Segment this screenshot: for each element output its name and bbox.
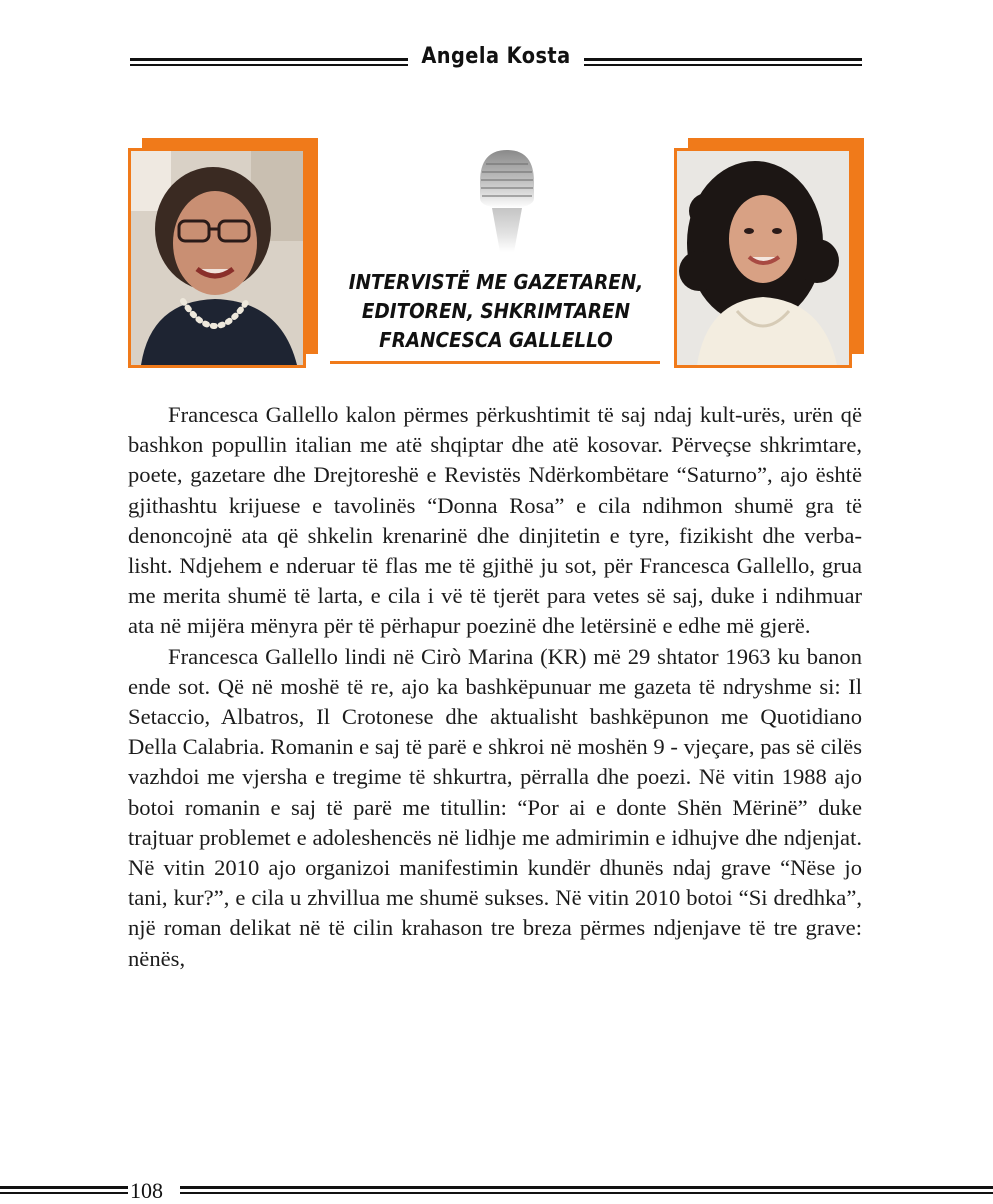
interviewee-portrait-image	[677, 151, 849, 365]
interviewee-photo-frame	[674, 138, 864, 368]
interviewer-photo	[128, 148, 306, 368]
paragraph-1: Francesca Gallello kalon përmes përkushtimit të saj ndaj kult-urës, urën që bashkon popullin italian me atë shqiptar dhe atë kosovar. Përveçse shkrimtare, poete, gazetare dhe Drejtoreshë e Revistës Ndërkombëtare “Saturno”, ajo është gjithashtu krijuese e tavolinës “Donna Rosa” e cila ndihmon shumë gra të denoncojnë ata që shkelin krenarinë dhe dinjitetin e tyre, fizikisht dhe verba-lisht. Ndjehem e nderuar të flas me të gjithë ju sot, për Francesca Gallello, grua me merita shumë të larta, e cila i vë të tjerët para vetes së saj, duke i ndihmuar ata në mijëra mënyra për të përhapur poezinë dhe letërsinë e edhe më gjerë.	[128, 402, 862, 639]
header-rule-right	[584, 58, 862, 68]
page-footer	[0, 1178, 993, 1203]
interview-title	[320, 268, 672, 355]
page-number: 108	[130, 1178, 163, 1203]
interviewer-portrait-image	[131, 151, 303, 365]
interviewer-photo-frame	[128, 138, 318, 368]
header-author-name: Angela Kosta	[421, 44, 571, 69]
interview-title-line-1: INTERVISTË ME GAZETAREN,	[348, 270, 644, 294]
microphone-icon	[462, 142, 552, 252]
interview-title-underline	[330, 361, 660, 364]
article-body	[128, 400, 862, 974]
page-header	[130, 44, 862, 76]
footer-rule-left	[0, 1186, 128, 1196]
interview-title-line-3: FRANCESCA GALLELLO	[379, 328, 613, 352]
footer-rule-right	[180, 1186, 993, 1196]
interviewee-photo	[674, 148, 852, 368]
interview-title-line-2: EDITOREN, SHKRIMTAREN	[361, 299, 631, 323]
paragraph-2: Francesca Gallello lindi në Cirò Marina (KR) më 29 shtator 1963 ku banon ende sot. Që në moshë të re, ajo ka bashkëpunuar me gazeta të ndryshme si: Il Setaccio, Albatros, Il Crotonese dhe aktualisht bashkëpunon me Quotidiano Della Calabria. Romanin e saj të parë e shkroi në moshën 9 - vjeçare, pas së cilës vazhdoi me vjersha e tregime të shkurtra, përralla dhe poezi. Në vitin 1988 ajo botoi romanin e saj të parë me titullin: “Por ai e donte Shën Mërinë” duke trajtuar problemet e adoleshencës në lidhje me admirimin e idhujve dhe ndjenjat. Në vitin 2010 ajo organizoi manifestimin kundër dhunës ndaj grave “Nëse jo tani, kur?”, e cila u zhvillua me shumë sukses. Në vitin 2010 botoi “Si dredhka”, një roman delikat në të cilin krahason tre breza përmes ndjenjave të tre grave: nënës,	[128, 643, 862, 971]
